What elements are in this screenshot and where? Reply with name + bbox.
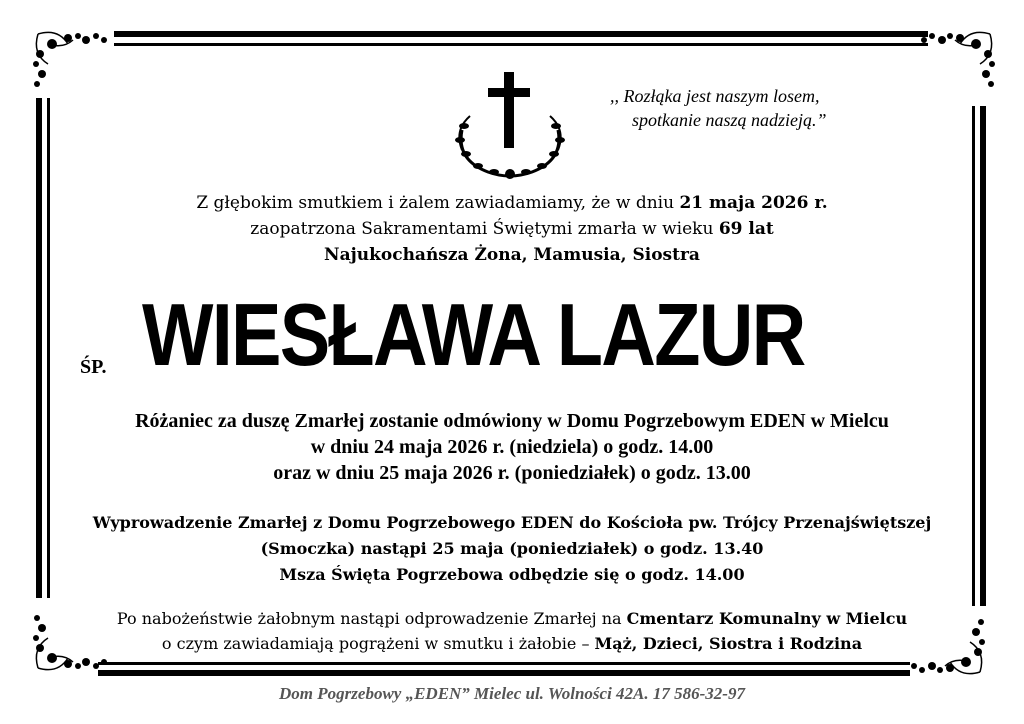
burial-line-2: [0, 631, 1024, 656]
funeral-home-footer: Dom Pogrzebowy „EDEN” Mielec ul. Wolności 42A. 17 586-32-97: [279, 684, 745, 703]
cross-emblem: [448, 70, 572, 180]
intro-line-1: [0, 190, 1024, 216]
frame-top-thin: [114, 43, 928, 46]
procession-line-2: (Smoczka) nastąpi 25 maja (poniedziałek) o godz. 13.40: [260, 539, 764, 558]
quote-line-1: ,, Rozłąka jest naszym losem,: [610, 86, 820, 106]
rosary-line-3: oraz w dniu 25 maja 2026 r. (poniedziałek) o godz. 13.00: [273, 462, 751, 484]
intro-line-2: [0, 216, 1024, 242]
cross-icon: [488, 72, 530, 148]
deceased-name: WIESŁAWA LAZUR: [142, 285, 805, 384]
burial-text: o czym zawiadamiają pogrążeni w smutku i żałobie –: [161, 634, 595, 653]
death-date: 21 maja 2026 r.: [679, 193, 828, 213]
burial-line-1: [0, 606, 1024, 631]
procession-line-1: Wyprowadzenie Zmarłej z Domu Pogrzebowego EDEN do Kościoła pw. Trójcy Przenajświętszej: [92, 513, 932, 532]
memorial-quote: [610, 84, 910, 132]
intro-line-3: [0, 242, 1024, 268]
deceased-name-row: [80, 285, 940, 384]
intro-text: Z głębokim smutkiem i żalem zawiadamiamy, że w dniu: [196, 193, 680, 213]
burial-info: [0, 606, 1024, 656]
floral-corner-icon: [920, 24, 1000, 94]
procession-line-3: Msza Święta Pogrzebowa odbędzie się o godz. 14.00: [279, 565, 745, 584]
age: 69 lat: [718, 219, 774, 239]
intro-text: zaopatrzona Sakramentami Świętymi zmarła w wieku: [250, 219, 719, 239]
rosary-info: [0, 408, 1024, 486]
announcement-intro: [0, 190, 1024, 268]
burial-text: Po nabożeństwie żałobnym nastąpi odprowadzenie Zmarłej na: [116, 609, 627, 628]
rosary-line-1: Różaniec za duszę Zmarłej zostanie odmówiony w Domu Pogrzebowym EDEN w Mielcu: [135, 410, 889, 432]
procession-info: [0, 510, 1024, 588]
cemetery-name: Cmentarz Komunalny w Mielcu: [626, 609, 908, 628]
name-prefix: ŚP.: [80, 356, 107, 378]
mourners: Mąż, Dzieci, Siostra i Rodzina: [594, 634, 863, 653]
frame-top-thick: [114, 31, 928, 37]
quote-line-2: spotkanie naszą nadzieją.”: [632, 110, 827, 130]
floral-corner-icon: [28, 24, 108, 94]
frame-bottom-thick: [98, 670, 910, 676]
frame-bottom-thin: [98, 662, 910, 665]
rosary-line-2: w dniu 24 maja 2026 r. (niedziela) o godz. 14.00: [310, 436, 714, 458]
family-role: Najukochańsza Żona, Mamusia, Siostra: [324, 245, 700, 265]
